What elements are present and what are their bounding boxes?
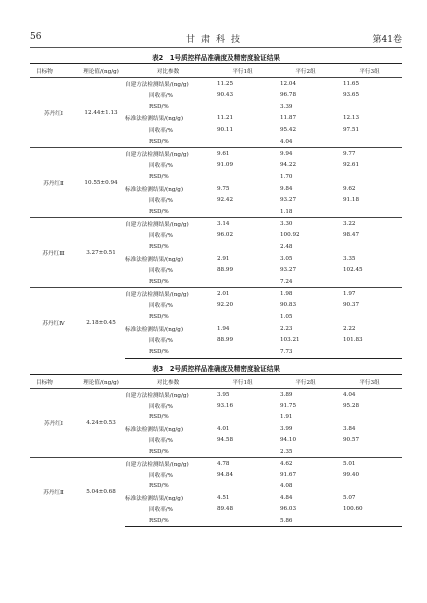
param-cell: 自建方法检测结果/(ng/g) — [125, 148, 211, 160]
param-cell: 回收率/% — [149, 403, 173, 410]
col-header-parallel-3: 平行3组 — [337, 64, 402, 78]
parallel-2-cell: 3.39 — [280, 103, 293, 110]
parallel-1-cell — [211, 481, 274, 493]
parallel-1-cell: 11.25 — [217, 80, 234, 87]
parallel-3-cell: 5.01 — [337, 458, 402, 470]
parallel-3-cell — [337, 515, 402, 527]
param-cell: RSD/% — [149, 448, 169, 455]
param-cell: 回收率/% — [149, 268, 173, 275]
param-cell: 标准法检测结果/(ng/g) — [125, 426, 184, 433]
parallel-1-cell: 92.42 — [217, 197, 234, 204]
param-cell: 自建方法检测结果/(ng/g) — [125, 392, 189, 399]
param-cell: 回收率/% — [149, 303, 173, 310]
parallel-1-cell — [211, 206, 274, 218]
parallel-3-cell — [337, 481, 402, 493]
parallel-2-cell: 4.08 — [280, 483, 293, 490]
theory-value-cell: 12.44±1.13 — [84, 109, 118, 116]
param-cell: 标准法检测结果/(ng/g) — [125, 326, 184, 333]
target-cell: 苏丹红Ⅱ — [30, 148, 77, 218]
table-header-row — [30, 375, 402, 389]
parallel-1-cell — [211, 346, 274, 358]
col-header-theory: 理论值/(ng/g) — [77, 375, 125, 389]
parallel-1-cell — [211, 101, 274, 113]
parallel-2-cell: 90.83 — [280, 302, 297, 309]
param-cell: RSD/% — [149, 173, 169, 180]
parallel-2-cell: 1.91 — [280, 414, 293, 421]
parallel-2-cell: 93.27 — [280, 197, 297, 204]
parallel-3-cell: 2.22 — [343, 325, 356, 332]
param-cell: RSD/% — [149, 138, 169, 145]
parallel-1-cell — [211, 241, 274, 253]
table-3-caption: 表3 2号质控样品准确度及精密度验证结果 — [152, 365, 280, 373]
param-cell: RSD/% — [149, 103, 169, 110]
parallel-2-cell: 91.67 — [280, 471, 297, 478]
parallel-2-cell: 4.84 — [280, 494, 293, 501]
param-cell: 标准法检测结果/(ng/g) — [125, 495, 184, 502]
parallel-1-cell: 89.48 — [217, 506, 234, 513]
parallel-1-cell: 92.20 — [217, 302, 234, 309]
parallel-1-cell: 91.09 — [217, 162, 234, 169]
parallel-2-cell: 3.89 — [280, 391, 293, 398]
col-header-theory: 理论值/(ng/g) — [77, 64, 125, 78]
header-rule — [30, 47, 402, 48]
parallel-3-cell: 92.61 — [343, 162, 360, 169]
parallel-2-cell: 1.05 — [280, 314, 293, 321]
parallel-3-cell: 102.45 — [343, 267, 363, 274]
parallel-2-cell: 1.18 — [280, 208, 293, 215]
param-cell: 回收率/% — [149, 198, 173, 205]
parallel-3-cell — [337, 206, 402, 218]
parallel-2-cell: 93.27 — [280, 267, 297, 274]
parallel-3-cell: 98.47 — [343, 232, 360, 239]
parallel-1-cell: 2.91 — [217, 255, 230, 262]
param-cell: 自建方法检测结果/(ng/g) — [125, 458, 211, 470]
parallel-2-cell: 2.48 — [280, 243, 293, 250]
param-cell: RSD/% — [149, 483, 169, 490]
parallel-3-cell — [337, 446, 402, 458]
parallel-2-cell: 12.04 — [280, 80, 297, 87]
param-cell: RSD/% — [149, 208, 169, 215]
table-row — [30, 458, 402, 470]
parallel-3-cell — [337, 311, 402, 323]
parallel-2-cell: 96.78 — [280, 92, 297, 99]
table-row — [30, 78, 402, 90]
parallel-2-cell: 94.10 — [280, 437, 297, 444]
parallel-1-cell — [211, 276, 274, 288]
param-cell: 回收率/% — [149, 472, 173, 479]
param-cell: 回收率/% — [149, 128, 173, 135]
table-header-row — [30, 64, 402, 78]
parallel-1-cell: 3.14 — [211, 218, 274, 230]
table-row — [30, 218, 402, 230]
col-header-parallel-1: 平行1组 — [211, 375, 274, 389]
parallel-2-cell: 7.73 — [274, 346, 337, 358]
parallel-1-cell — [211, 412, 274, 424]
parallel-3-cell: 9.77 — [337, 148, 402, 160]
theory-value-cell: 4.24±0.53 — [86, 420, 116, 426]
param-cell: RSD/% — [149, 414, 169, 421]
running-header — [30, 32, 402, 48]
theory-value-cell: 5.04±0.68 — [77, 458, 125, 527]
parallel-3-cell: 90.57 — [343, 437, 360, 444]
param-cell: RSD/% — [149, 314, 169, 321]
target-cell: 苏丹红Ⅱ — [30, 458, 77, 527]
parallel-1-cell: 90.43 — [217, 92, 234, 99]
parallel-3-cell: 101.83 — [343, 337, 363, 344]
param-cell: 回收率/% — [149, 163, 173, 170]
parallel-3-cell: 1.97 — [337, 288, 402, 300]
col-header-param: 对比参数 — [125, 375, 211, 389]
parallel-3-cell: 11.65 — [343, 80, 360, 87]
col-header-parallel-2: 平行2组 — [274, 64, 337, 78]
param-cell: RSD/% — [149, 278, 169, 285]
param-cell: 自建方法检测结果/(ng/g) — [125, 81, 189, 88]
parallel-2-cell: 4.62 — [274, 458, 337, 470]
parallel-3-cell: 95.28 — [343, 402, 360, 409]
parallel-2-cell: 3.30 — [274, 218, 337, 230]
target-cell: 苏丹红Ⅲ — [30, 218, 77, 288]
table-row — [30, 389, 402, 401]
parallel-3-cell: 97.51 — [343, 127, 360, 134]
parallel-3-cell: 93.65 — [343, 92, 360, 99]
parallel-3-cell: 90.37 — [343, 302, 360, 309]
parallel-2-cell: 103.21 — [280, 337, 300, 344]
parallel-1-cell — [211, 136, 274, 148]
parallel-2-cell: 3.05 — [280, 255, 293, 262]
parallel-1-cell: 94.58 — [217, 437, 234, 444]
parallel-1-cell: 9.61 — [211, 148, 274, 160]
parallel-3-cell — [337, 276, 402, 288]
parallel-3-cell: 3.84 — [343, 425, 356, 432]
parallel-3-cell: 5.07 — [343, 494, 356, 501]
target-cell: 苏丹红Ⅳ — [30, 288, 77, 358]
param-cell: 回收率/% — [149, 93, 173, 100]
parallel-1-cell: 4.78 — [211, 458, 274, 470]
parallel-3-cell: 91.18 — [343, 197, 360, 204]
parallel-2-cell: 7.24 — [280, 278, 293, 285]
parallel-2-cell: 2.35 — [280, 448, 293, 455]
theory-value-cell: 10.55±0.94 — [77, 148, 125, 218]
target-cell: 苏丹红Ⅰ — [44, 421, 63, 427]
parallel-1-cell: 90.11 — [217, 127, 234, 134]
parallel-1-cell — [211, 171, 274, 183]
param-cell: 回收率/% — [149, 507, 173, 514]
param-cell: 自建方法检测结果/(ng/g) — [125, 218, 211, 230]
parallel-2-cell: 9.84 — [280, 185, 293, 192]
qc-sample-2-table — [30, 374, 402, 527]
param-cell: RSD/% — [149, 243, 169, 250]
table-row — [30, 148, 402, 160]
parallel-3-cell — [337, 346, 402, 358]
param-cell: 标准法检测结果/(ng/g) — [125, 256, 184, 263]
param-cell: 回收率/% — [149, 233, 173, 240]
parallel-1-cell: 4.51 — [217, 494, 230, 501]
parallel-3-cell: 12.13 — [343, 115, 360, 122]
parallel-1-cell: 1.94 — [217, 325, 230, 332]
param-cell: 标准法检测结果/(ng/g) — [125, 116, 184, 123]
parallel-2-cell: 11.87 — [280, 115, 297, 122]
parallel-2-cell: 95.42 — [280, 127, 297, 134]
parallel-2-cell: 9.94 — [274, 148, 337, 160]
parallel-1-cell: 4.01 — [217, 425, 230, 432]
param-cell: 标准法检测结果/(ng/g) — [125, 186, 184, 193]
col-header-param: 对比参数 — [125, 64, 211, 78]
parallel-1-cell: 2.01 — [211, 288, 274, 300]
target-cell: 苏丹红Ⅰ — [44, 110, 63, 117]
parallel-2-cell: 100.92 — [280, 232, 300, 239]
parallel-1-cell: 88.99 — [217, 337, 234, 344]
col-header-target: 目标物 — [30, 64, 77, 78]
parallel-2-cell: 2.23 — [280, 325, 293, 332]
parallel-1-cell — [211, 515, 274, 527]
theory-value-cell: 3.27±0.51 — [77, 218, 125, 288]
parallel-1-cell: 11.21 — [217, 115, 234, 122]
param-cell: 回收率/% — [149, 438, 173, 445]
volume-label: 第41卷 — [372, 35, 402, 45]
col-header-target: 目标物 — [30, 375, 77, 389]
page-number: 56 — [30, 32, 42, 42]
parallel-3-cell — [337, 171, 402, 183]
parallel-3-cell — [337, 136, 402, 148]
col-header-parallel-1: 平行1组 — [211, 64, 274, 78]
parallel-1-cell — [211, 311, 274, 323]
parallel-3-cell — [337, 101, 402, 113]
parallel-1-cell: 93.16 — [217, 402, 234, 409]
parallel-2-cell: 5.86 — [274, 515, 337, 527]
parallel-2-cell: 3.99 — [280, 425, 293, 432]
parallel-3-cell: 3.35 — [343, 255, 356, 262]
parallel-2-cell: 96.03 — [280, 506, 297, 513]
qc-sample-1-table — [30, 63, 402, 359]
parallel-1-cell: 96.02 — [217, 232, 234, 239]
parallel-2-cell: 1.98 — [274, 288, 337, 300]
table-row — [30, 288, 402, 300]
parallel-3-cell — [337, 412, 402, 424]
parallel-2-cell: 91.75 — [280, 402, 297, 409]
parallel-3-cell: 4.04 — [343, 391, 356, 398]
parallel-1-cell: 9.75 — [217, 185, 230, 192]
parallel-3-cell — [337, 241, 402, 253]
parallel-3-cell: 9.62 — [343, 185, 356, 192]
journal-title: 甘肃科技 — [185, 35, 246, 45]
param-cell: RSD/% — [125, 515, 211, 527]
parallel-2-cell: 4.04 — [280, 138, 293, 145]
parallel-1-cell: 88.99 — [217, 267, 234, 274]
parallel-3-cell: 3.22 — [337, 218, 402, 230]
parallel-2-cell: 94.22 — [280, 162, 297, 169]
param-cell: RSD/% — [125, 346, 211, 358]
parallel-2-cell: 1.70 — [280, 173, 293, 180]
col-header-parallel-2: 平行2组 — [274, 375, 337, 389]
parallel-1-cell: 3.95 — [217, 391, 230, 398]
theory-value-cell: 2.18±0.45 — [77, 288, 125, 358]
parallel-3-cell: 100.60 — [343, 506, 363, 513]
col-header-parallel-3: 平行3组 — [337, 375, 402, 389]
param-cell: 回收率/% — [149, 338, 173, 345]
param-cell: 自建方法检测结果/(ng/g) — [125, 288, 211, 300]
table-2-caption: 表2 1号质控样品准确度及精密度验证结果 — [152, 54, 280, 62]
parallel-1-cell — [211, 446, 274, 458]
parallel-1-cell: 94.84 — [217, 471, 234, 478]
parallel-3-cell: 99.40 — [343, 471, 360, 478]
